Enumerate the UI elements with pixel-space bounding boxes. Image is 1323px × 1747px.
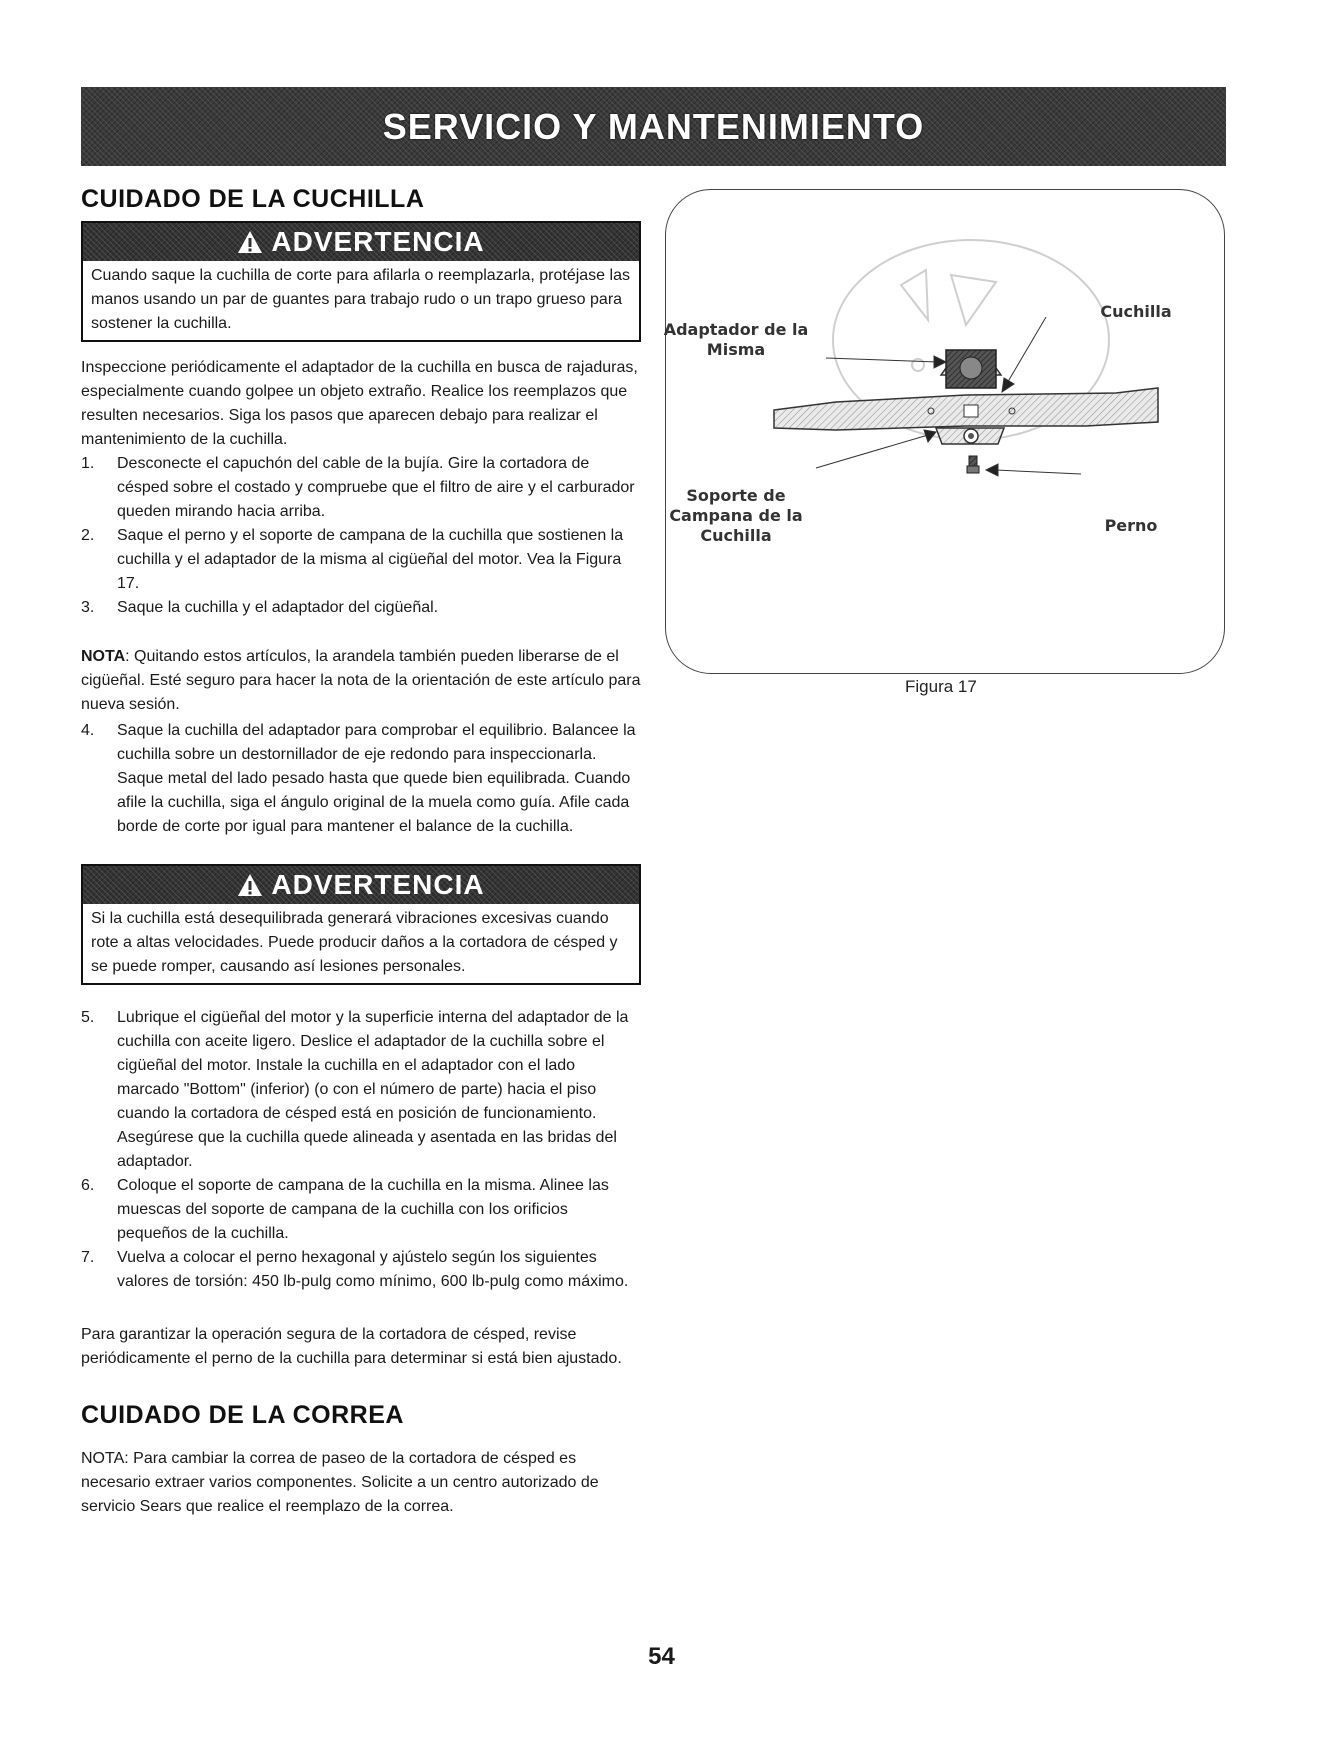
warning-triangle-icon (237, 873, 263, 897)
list-item (81, 1174, 641, 1246)
warning-text: Cuando saque la cuchilla de corte para afilarla o reemplazarla, protéjase las manos usando un par de guantes para trabajo rudo o un trapo grueso para sostener la cuchilla. (91, 267, 630, 332)
banner-title: SERVICIO Y MANTENIMIENTO (382, 105, 925, 147)
list-item-number: 6. (81, 1177, 95, 1194)
intro-paragraph: Inspeccione periódicamente el adaptador de la cuchilla en busca de rajaduras, especialmente cuando golpee un objeto extraño. Realice los reemplazos que resulten necesarios. Siga los pasos que aparecen debajo para realizar el mantenimiento de la cuchilla. (81, 359, 638, 448)
list-item-number: 2. (81, 527, 95, 544)
section-heading-belt: CUIDADO DE LA CORREA (81, 1401, 404, 1429)
list-item-text: Saque la cuchilla del adaptador para comprobar el equilibrio. Balancee la cuchilla sobre un destornillador de eje redondo para inspeccionarla. Saque metal del lado pesado hasta que quede bien equilibrada. Cuando afile la cuchilla, siga el ángulo original de la muela como guía. Afile cada borde de corte por igual para mantener el balance de la cuchilla. (117, 722, 636, 835)
list-item (81, 719, 641, 839)
warning-label: ADVERTENCIA (271, 226, 485, 257)
list-item (81, 524, 641, 596)
list-item-number: 3. (81, 599, 95, 616)
section-heading-blade: CUIDADO DE LA CUCHILLA (81, 185, 425, 213)
steps-list-b (81, 719, 641, 839)
belt-note-paragraph: NOTA: Para cambiar la correa de paseo de la cortadora de césped es necesario extraer varios componentes. Solicite a un centro autorizado de servicio Sears que realice el reemplazo de la correa. (81, 1450, 599, 1515)
label-soporte: Soporte de Campana de la Cuchilla (669, 486, 803, 545)
note-text: : Quitando estos artículos, la arandela también pueden liberarse de el cigüeñal. Esté seguro para hacer la nota de la orientación de este artículo para nueva sesión. (81, 648, 641, 713)
warning-box-2 (81, 864, 641, 985)
label-perno: Perno (1104, 516, 1158, 535)
warning-triangle-icon (237, 230, 263, 254)
list-item-number: 1. (81, 455, 95, 472)
list-item-text: Saque el perno y el soporte de campana de la cuchilla que sostienen la cuchilla y el adaptador de la misma al cigüeñal del motor. Vea la Figura 17. (117, 527, 624, 592)
list-item (81, 452, 641, 524)
warning-text: Si la cuchilla está desequilibrada generará vibraciones excesivas cuando rote a altas velocidades. Puede producir daños a la cortadora de césped y se puede romper, causando así lesiones personales. (91, 910, 618, 975)
list-item (81, 596, 641, 620)
steps-list-c (81, 1006, 641, 1294)
list-item-number: 4. (81, 722, 95, 739)
label-adaptador: Adaptador de la Misma (663, 320, 809, 359)
figure-frame (665, 189, 1225, 674)
list-item-text: Coloque el soporte de campana de la cuchilla en la misma. Alinee las muescas del soporte de campana de la cuchilla con los orificios pequeños de la cuchilla. (117, 1177, 609, 1242)
list-item-text: Desconecte el capuchón del cable de la bujía. Gire la cortadora de césped sobre el costado y compruebe que el filtro de aire y el carburador queden mirando hacia arriba. (117, 455, 635, 520)
list-item-text: Lubrique el cigüeñal del motor y la superficie interna del adaptador de la cuchilla con aceite ligero. Deslice el adaptador de la cuchilla sobre el cigüeñal del motor. Instale la cuchilla en el adaptador con el lado marcado "Bottom" (inferior) (o con el número de parte) hacia el piso cuando la cortadora de césped está en posición de funcionamiento. Asegúrese que la cuchilla quede alineada y asentada en las bridas del adaptador. (117, 1009, 629, 1170)
warning-label: ADVERTENCIA (271, 869, 485, 900)
blade-diagram (666, 190, 1224, 673)
blade (774, 388, 1158, 430)
steps-list-a (81, 452, 641, 620)
label-cuchilla: Cuchilla (1100, 302, 1172, 321)
list-item-number: 5. (81, 1009, 95, 1026)
section-banner (81, 87, 1226, 166)
warning-header (83, 866, 639, 904)
page-number: 54 (648, 1643, 675, 1670)
list-item-number: 7. (81, 1249, 95, 1266)
closing-paragraph: Para garantizar la operación segura de la cortadora de césped, revise periódicamente el perno de la cuchilla para determinar si está bien ajustado. (81, 1326, 622, 1367)
list-item-text: Vuelva a colocar el perno hexagonal y ajústelo según los siguientes valores de torsión: 450 lb-pulg como mínimo, 600 lb-pulg como máximo. (117, 1249, 629, 1290)
warning-box-1 (81, 221, 641, 342)
blade-adaptor (912, 350, 1001, 388)
note-paragraph (81, 645, 641, 717)
warning-header (83, 223, 639, 261)
list-item-text: Saque la cuchilla y el adaptador del cigüeñal. (117, 599, 439, 616)
list-item (81, 1246, 641, 1294)
note-label: NOTA (81, 648, 126, 665)
list-item (81, 1006, 641, 1174)
blade-bell-support (936, 428, 1004, 444)
bolt (967, 456, 979, 473)
figure-caption: Figura 17 (905, 677, 977, 696)
